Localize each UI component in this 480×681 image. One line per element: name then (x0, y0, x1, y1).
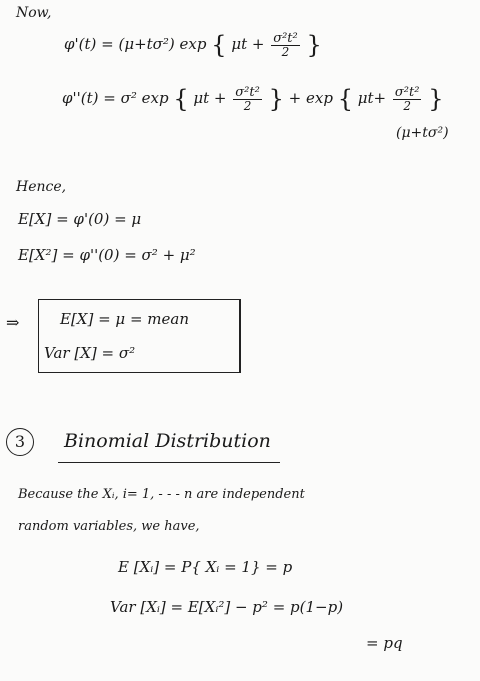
section-number: 3 (6, 428, 34, 456)
phi-double-prime-fraction (233, 86, 262, 112)
random-variables-line: random variables, we have, (18, 519, 200, 534)
second-moment-line: E[X²] = φ''(0) = σ² + μ² (18, 246, 196, 264)
phi-double-prime-den-2: 2 (403, 99, 411, 113)
phi-prime-exp-lead: μt + (231, 35, 270, 53)
mean-result: E[X] = μ = mean (60, 310, 189, 328)
phi-prime-lhs: φ'(t) = (μ+tσ²) exp (64, 35, 207, 53)
phi-double-prime-num: σ²t² (235, 85, 260, 100)
phi-double-prime-tail: (μ+tσ²) (396, 125, 449, 141)
phi-prime-den: 2 (281, 45, 290, 59)
section-title-underline (58, 462, 280, 463)
phi-prime-fraction (271, 32, 300, 58)
phi-double-prime-plus: + exp (288, 89, 333, 107)
because-line: Because the Xᵢ, i= 1, - - - n are independent (18, 487, 305, 502)
phi-prime-num: σ²t² (273, 31, 298, 46)
implies-arrow: ⇒ (6, 313, 20, 332)
expectation-xi-line: E [Xᵢ] = P{ Xᵢ = 1} = p (118, 558, 293, 576)
variance-result: Var [X] = σ² (44, 344, 136, 362)
expectation-line: E[X] = φ'(0) = μ (18, 210, 142, 228)
phi-double-prime-den: 2 (243, 99, 252, 113)
phi-double-prime-fraction-2 (393, 86, 422, 112)
phi-double-prime-lhs: φ''(t) = σ² exp (62, 89, 169, 107)
now-label: Now, (16, 5, 52, 21)
section-title: Binomial Distribution (64, 430, 271, 452)
phi-double-prime-num-2: σ²t² (394, 85, 420, 100)
phi-double-prime-exp-lead: μt + (193, 89, 232, 107)
variance-xi-line: Var [Xᵢ] = E[Xᵢ²] − p² = p(1−p) (110, 598, 344, 616)
pq-line: = pq (366, 634, 403, 652)
phi-prime-equation: φ'(t) = (μ+tσ²) exp { μt + $\frac{\text{σ²t²}}{2}$ } (64, 31, 322, 59)
hence-label: Hence, (16, 179, 67, 195)
phi-double-prime-exp2-lead: μt+ (357, 89, 387, 107)
phi-double-prime-equation: φ''(t) = σ² exp { μt + $\frac{\text{σ²t²}}{2}$ } + exp { μt+ $\frac{\text{σ²t²}}{2}$ } (62, 85, 444, 113)
